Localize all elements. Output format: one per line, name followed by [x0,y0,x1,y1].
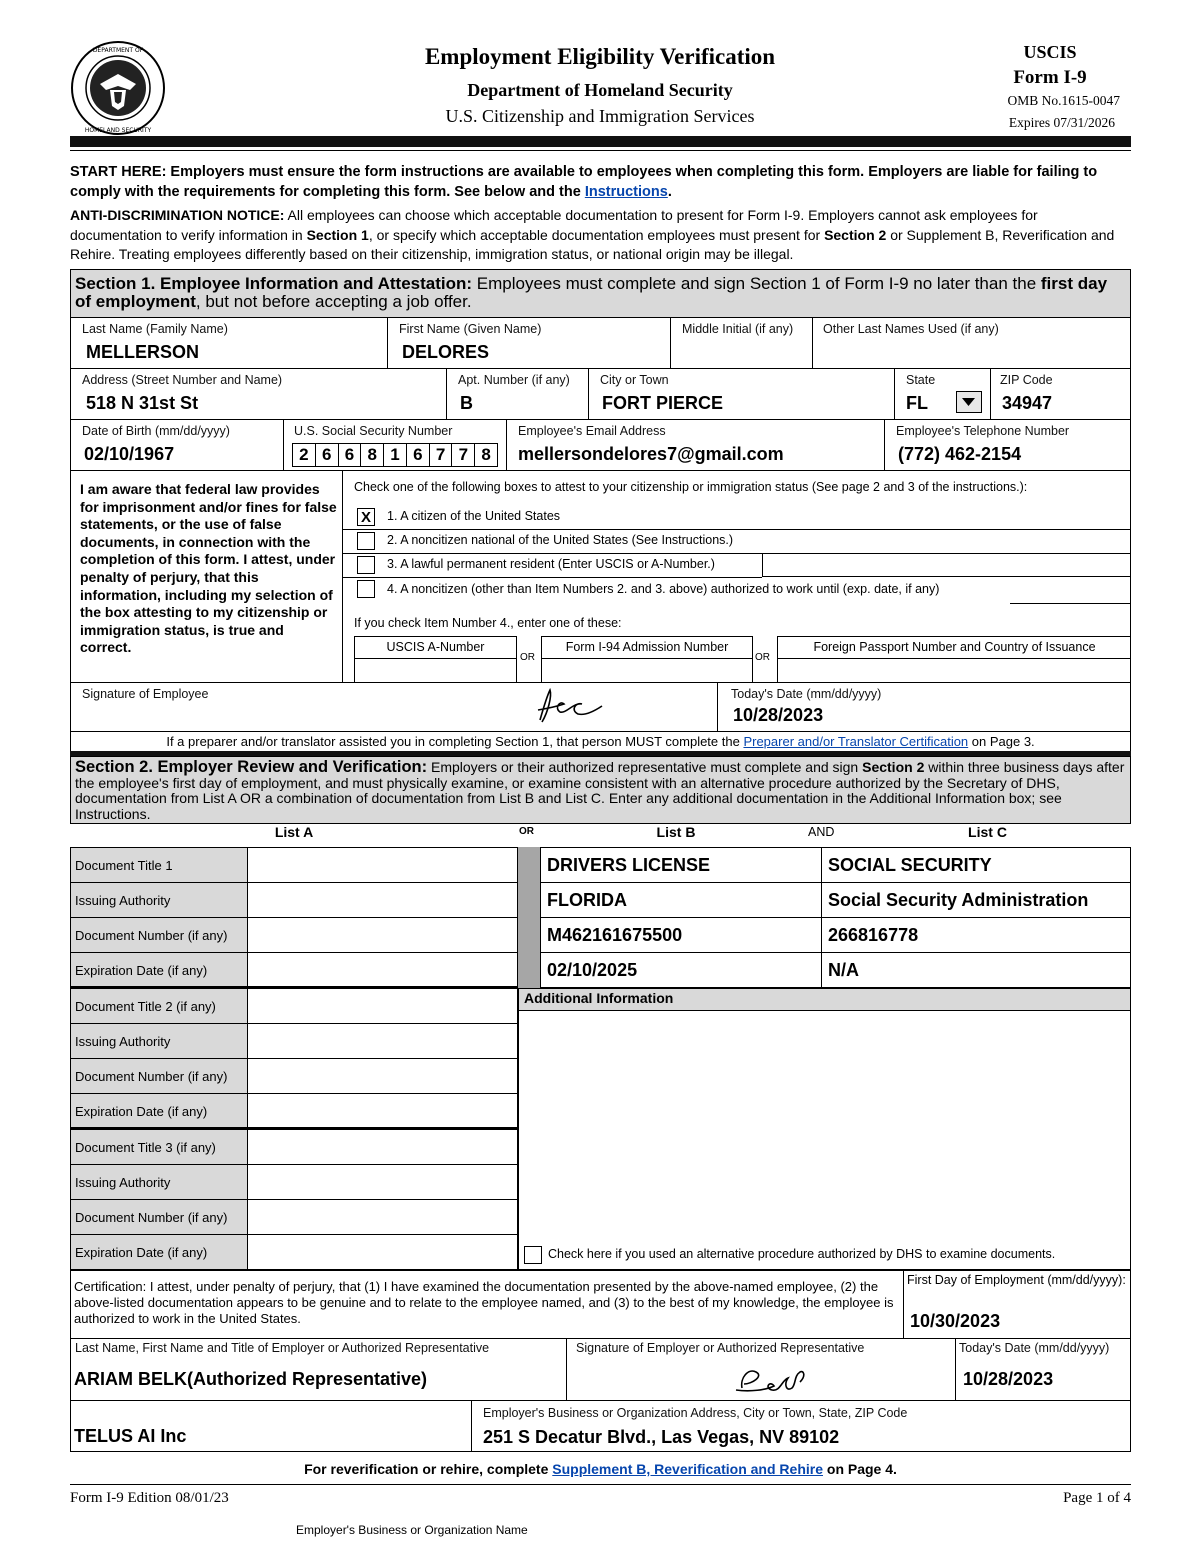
employee-signature[interactable] [530,686,610,728]
doc-group-divider [70,986,518,988]
employer-name-field[interactable]: ARIAM BELK(Authorized Representative) [74,1369,428,1389]
footer-rule [70,1484,1131,1485]
middle-initial-label: Middle Initial (if any) [682,322,794,336]
first-day-label: First Day of Employment (mm/dd/yyyy): [907,1273,1126,1287]
preparer-note: If a preparer and/or translator assisted you in completing Section 1, that person MUST complete the Preparer and/or Translator Certification on Page 3. [166,734,1035,749]
phone-label: Employee's Telephone Number [896,424,1070,438]
doc-row-label: Issuing Authority [70,882,248,918]
form-title: Employment Eligibility Verification [424,44,776,69]
employee-date-field[interactable]: 10/28/2023 [733,705,824,725]
business-name-label: Employer's Business or Organization Name [296,1523,528,1537]
col-divider [990,368,991,419]
svg-text:DEPARTMENT OF: DEPARTMENT OF [92,47,144,54]
or-separator: OR [520,652,535,663]
col-divider [446,368,447,419]
doc-row-label: Document Number (if any) [70,1199,248,1235]
zip-field[interactable]: 34947 [1002,393,1053,413]
col-divider [342,470,343,682]
option-4-label: 4. A noncitizen (other than Item Numbers 2. and 3. above) authorized to work until (exp. date, if any) [387,582,940,596]
list-a-heading: List A [274,824,314,840]
list-a-document-number-3-field[interactable] [247,1199,518,1235]
ssn-digit: 6 [339,444,362,466]
dob-field[interactable]: 02/10/1967 [84,444,175,464]
ssn-digit: 7 [430,444,453,466]
form-edition: Form I-9 Edition 08/01/23 [70,1490,229,1506]
list-a-document-number-2-field[interactable] [247,1058,518,1094]
list-b-document-number-field[interactable]: M462161675500 [540,917,822,953]
col-divider [588,368,589,419]
anti-discrimination-notice: ANTI-DISCRIMINATION NOTICE: All employees can choose which acceptable documentation to present for Form I-9. Employers cannot ask employees for documentation to verify information in Section 1, or specify which acceptable documentation employees must present for Section 2 or Supplement B, Reverification and Rehire. Treating employees differently based on their citizenship, immigration status, or national origin may be illegal. [70,207,1115,262]
svg-text:HOMELAND SECURITY: HOMELAND SECURITY [84,127,152,134]
ssn-label: U.S. Social Security Number [294,424,453,438]
email-field[interactable]: mellersondelores7@gmail.com [518,444,784,464]
uscis-a-number-label: USCIS A-Number [355,637,516,659]
i94-number-field[interactable] [541,636,753,682]
first-day-field[interactable]: 10/30/2023 [910,1311,1001,1331]
doc-row-label: Issuing Authority [70,1164,248,1200]
ssn-digit: 7 [452,444,475,466]
list-a-document-title-2-field[interactable] [247,988,518,1024]
option-1-label: 1. A citizen of the United States [387,509,561,523]
header-thin-rule [70,150,1131,151]
citizen-checkbox[interactable]: X [357,508,375,526]
doc-row-label: Expiration Date (if any) [70,1093,248,1129]
other-names-label: Other Last Names Used (if any) [823,322,999,336]
middle-initial-field[interactable] [680,340,800,364]
row-divider [342,577,762,578]
list-c-expiration-field[interactable]: N/A [821,952,1131,988]
last-name-label: Last Name (Family Name) [82,322,228,336]
zip-label: ZIP Code [1000,373,1053,387]
chevron-down-icon [957,392,980,411]
ssn-digit: 6 [407,444,430,466]
ssn-digit: 8 [361,444,384,466]
additional-info-field[interactable] [518,1010,1131,1270]
business-address-label: Employer's Business or Organization Address, City or Town, State, ZIP Code [483,1406,908,1420]
alternative-procedure-label: Check here if you used an alternative procedure authorized by DHS to examine documents. [548,1247,1056,1261]
department-name: Department of Homeland Security [467,80,733,100]
section1-header: Section 1. Employee Information and Attestation: Employees must complete and sign Section 1 of Form I-9 no later than the first day of employment, but not before accepting a job offer. [71,270,1130,318]
col-divider [894,368,895,419]
doc-row-label: Document Number (if any) [70,917,248,953]
col-divider [717,682,718,731]
email-label: Employee's Email Address [518,424,666,438]
page-number: Page 1 of 4 [1063,1490,1131,1506]
reverification-note: For reverification or rehire, complete Supplement B, Reverification and Rehire on Page 4. [304,1461,897,1477]
additional-info-heading: Additional Information [518,988,1131,1011]
uscis-a-number-field[interactable] [354,636,517,682]
omb-number: OMB No.1615-0047 [1007,93,1120,108]
row-divider [70,1400,1131,1401]
employer-signature[interactable] [730,1358,814,1398]
permanent-resident-checkbox[interactable] [357,556,375,574]
doc-group-divider [70,1127,518,1129]
noncitizen-national-checkbox[interactable] [357,532,375,550]
certification-text: Certification: I attest, under penalty of perjury, that (1) I have examined the documentation presented by the above-named employee, (2) the above-listed documentation appears to be genuine and to relate to the employee named, and (3) to the best of my knowledge, the employee is authorized to work in the United States. [74,1279,894,1326]
address-label: Address (Street Number and Name) [82,373,283,387]
ssn-digit: 8 [481,445,491,464]
other-names-field[interactable] [820,340,1120,364]
ssn-digit: 2 [293,444,316,466]
ssn-digit: 6 [316,444,339,466]
a-number-field[interactable] [762,554,1131,577]
item4-instruction: If you check Item Number 4., enter one of these: [354,616,622,630]
col-divider [955,1338,956,1400]
row-divider [342,529,1131,530]
list-c-heading: List C [968,824,1007,840]
city-field[interactable]: FORT PIERCE [602,393,724,413]
form-name: Form I-9 [1013,67,1087,88]
list-a-issuing-authority-3-field[interactable] [247,1164,518,1200]
list-a-issuing-authority-2-field[interactable] [247,1023,518,1059]
city-label: City or Town [600,373,669,387]
alternative-procedure-checkbox[interactable] [524,1246,542,1264]
employer-date-field[interactable]: 10/28/2023 [963,1369,1054,1389]
employer-signature-label: Signature of Employer or Authorized Representative [576,1341,865,1355]
employee-date-label: Today's Date (mm/dd/yyyy) [731,687,882,701]
list-c-issuing-authority-field[interactable]: Social Security Administration [821,882,1131,918]
first-name-label: First Name (Given Name) [399,322,542,336]
state-select[interactable]: FL [906,393,928,413]
agency-code: USCIS [1023,42,1077,62]
address-field[interactable]: 518 N 31st St [86,393,199,413]
ssn-digit: 1 [384,444,407,466]
list-a-expiration-field[interactable] [247,952,518,988]
col-divider [471,1400,472,1452]
dob-label: Date of Birth (mm/dd/yyyy) [82,424,230,438]
doc-row-label: Expiration Date (if any) [70,952,248,988]
row-divider [70,731,1131,732]
preparer-certification-link[interactable]: Preparer and/or Translator Certification [743,734,969,749]
start-here-notice: START HERE: Employers must ensure the form instructions are available to employees when completing this form. Employers are liable for failing to comply with the requirements for completing this form. See below and the Instructions. [70,164,1098,200]
list-a-document-number-field[interactable] [247,917,518,953]
instructions-link[interactable]: Instructions [584,184,668,200]
list-c-document-title-field[interactable]: SOCIAL SECURITY [821,847,1131,883]
apt-field[interactable]: B [460,393,473,413]
passport-label: Foreign Passport Number and Country of Issuance [778,637,1131,659]
list-a-expiration-2-field[interactable] [247,1093,518,1129]
header-thick-rule [70,136,1131,147]
option-3-label: 3. A lawful permanent resident (Enter USCIS or A-Number.) [387,557,715,571]
list-b-heading: List B [656,824,696,840]
col-divider [812,318,813,368]
doc-row-label: Document Number (if any) [70,1058,248,1094]
and-separator: AND [808,825,835,839]
option-2-label: 2. A noncitizen national of the United States (See Instructions.) [387,533,734,547]
state-label: State [906,373,936,387]
work-until-field[interactable] [1010,582,1131,604]
or-separator: OR [519,826,534,837]
doc-row-label: Document Title 3 (if any) [70,1129,248,1165]
last-name-field[interactable]: MELLERSON [86,342,200,362]
or-separator: OR [755,652,770,663]
doc-row-label: Expiration Date (if any) [70,1234,248,1270]
list-a-document-title-field[interactable] [247,847,518,883]
list-a-issuing-authority-field[interactable] [247,882,518,918]
list-b-expiration-field[interactable]: 02/10/2025 [540,952,822,988]
state-dropdown-button[interactable] [956,391,982,413]
employer-date-label: Today's Date (mm/dd/yyyy) [959,1341,1110,1355]
list-divider-strip [518,847,540,988]
authorized-noncitizen-checkbox[interactable] [357,580,375,598]
doc-row-label: Document Title 2 (if any) [70,988,248,1024]
section2-header: Section 2. Employer Review and Verification: Employers or their authorized representative must complete and sign Section 2 within three business days after the employee's first day of employment, and must physically examine, or examine consistent with an alternative procedure authorized by the Secretary of DHS, documentation from List A OR a combination of documentation from List B and List C. Enter any additional documentation in the Additional Information box; see Instructions. [70,756,1131,824]
row-divider [70,1338,1131,1339]
col-divider [506,419,507,470]
phone-field[interactable]: (772) 462-2154 [898,444,1022,464]
doc-row-label: Document Title 1 [70,847,248,883]
ssn-field[interactable] [292,443,498,467]
employee-signature-label: Signature of Employee [82,687,209,701]
expiration-date: Expires 07/31/2026 [1008,115,1115,130]
employer-name-label: Last Name, First Name and Title of Employer or Authorized Representative [75,1341,490,1355]
list-a-document-title-3-field[interactable] [247,1129,518,1165]
business-name-field[interactable]: TELUS AI Inc [74,1426,187,1446]
row-divider [70,470,1131,471]
list-c-document-number-field[interactable]: 266816778 [821,917,1131,953]
status-instruction: Check one of the following boxes to attest to your citizenship or immigration status (See page 2 and 3 of the instructions.): [354,480,1028,494]
passport-field[interactable] [777,636,1131,682]
list-a-expiration-3-field[interactable] [247,1234,518,1270]
col-divider [670,318,671,368]
list-b-document-title-field[interactable]: DRIVERS LICENSE [540,847,822,883]
doc-row-label: Issuing Authority [70,1023,248,1059]
i94-label: Form I-94 Admission Number [542,637,752,659]
col-divider [566,1338,567,1400]
business-address-field[interactable]: 251 S Decatur Blvd., Las Vegas, NV 89102 [483,1427,840,1447]
col-divider [387,318,388,368]
list-b-issuing-authority-field[interactable]: FLORIDA [540,882,822,918]
dhs-seal-icon [70,40,166,136]
col-divider [283,419,284,470]
apt-label: Apt. Number (if any) [458,373,570,387]
attestation-statement: I am aware that federal law provides for imprisonment and/or fines for false statements, or the use of false documents, in connection with the completion of this form. I attest, under penalty of perjury, that this information, including my selection of the box attesting to my citizenship or immigration status, is true and correct. [80,481,337,656]
row-divider [70,419,1131,420]
first-name-field[interactable]: DELORES [402,342,490,362]
row-divider [70,368,1131,369]
col-divider [884,419,885,470]
col-divider [903,1270,904,1338]
supplement-b-link[interactable]: Supplement B, Reverification and Rehire [552,1461,823,1477]
agency-name: U.S. Citizenship and Immigration Services [445,106,755,126]
row-divider [70,682,1131,683]
